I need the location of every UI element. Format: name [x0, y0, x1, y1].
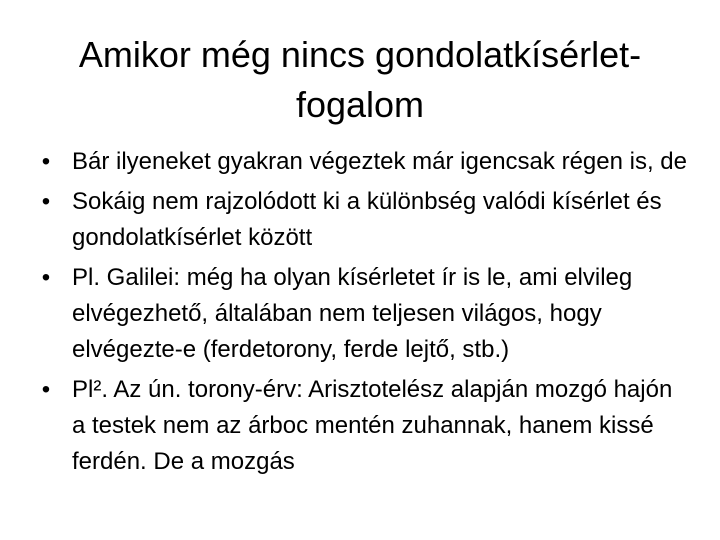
bullet-item [28, 144, 688, 180]
bullet-text: Bár ilyeneket gyakran végeztek már igencsak régen is, de [72, 148, 687, 175]
bullet-text: Pl. Galilei: még ha olyan kísérletet ír is le, ami elvileg elvégezhető, általában nem teljesen világos, hogy elvégezte-e (ferdetorony, ferde lejtő, stb.) [72, 264, 633, 363]
bullet-item [28, 372, 688, 480]
bullet-item [28, 260, 688, 368]
bullet-list [28, 144, 688, 484]
title-line-1: Amikor még nincs gondolatkísérlet- [78, 34, 642, 75]
bullet-icon: • [41, 188, 51, 215]
bullet-icon: • [41, 148, 51, 175]
bullet-icon: • [41, 264, 51, 291]
bullet-text: Sokáig nem rajzolódott ki a különbség valódi kísérlet és gondolatkísérlet között [72, 188, 662, 251]
bullet-item [28, 184, 688, 256]
slide-title [36, 30, 684, 130]
bullet-text: Pl². Az ún. torony-érv: Arisztotelész alapján mozgó hajón a testek nem az árboc mentén zuhannak, hanem kissé ferdén. De a mozgás [72, 376, 673, 475]
bullet-icon: • [41, 376, 51, 403]
title-line-2: fogalom [295, 84, 425, 125]
